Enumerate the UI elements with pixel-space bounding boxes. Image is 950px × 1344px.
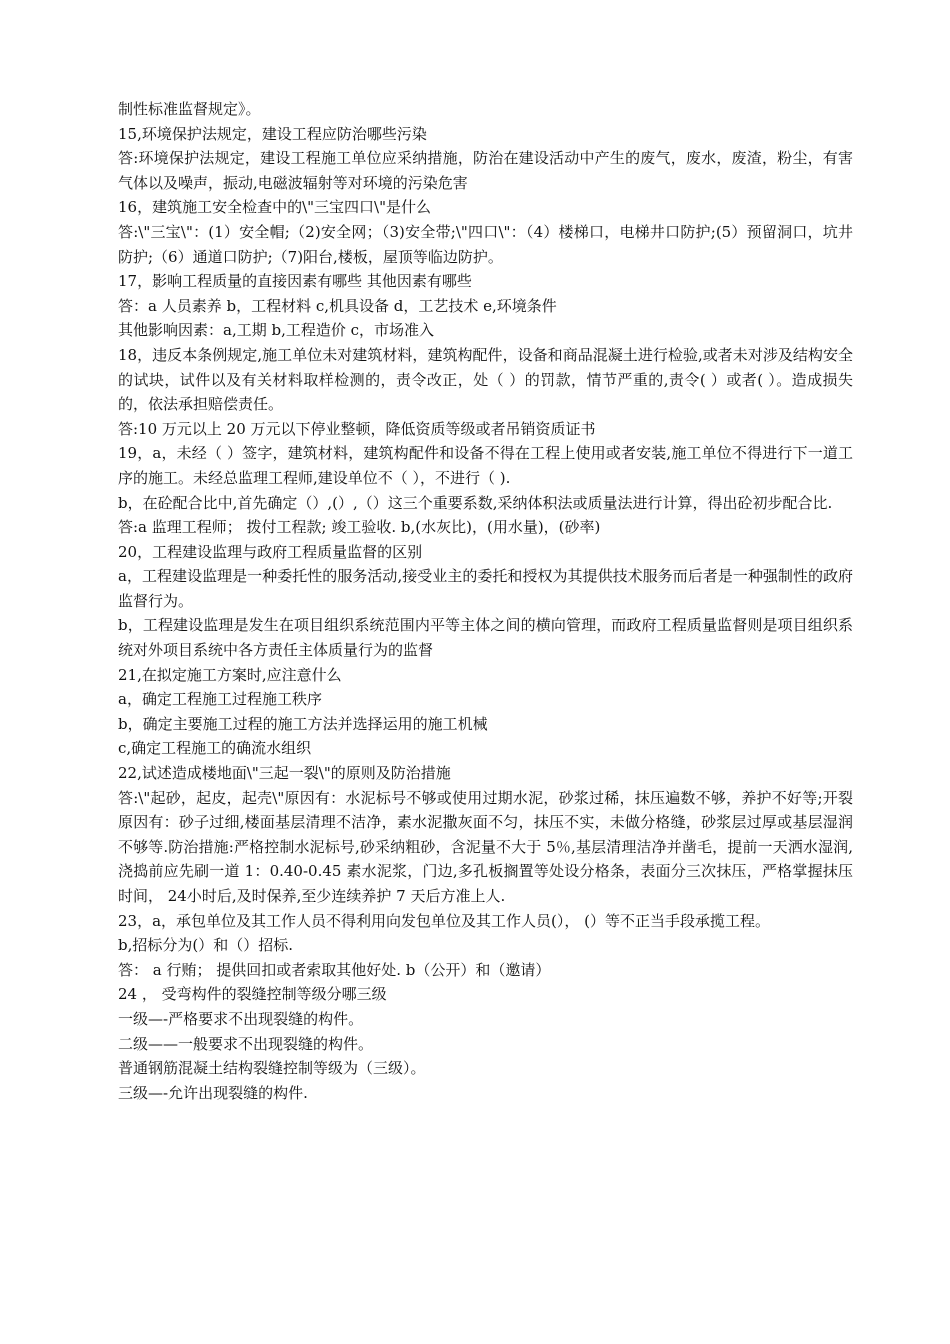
answer-21b: b，确定主要施工过程的施工方法并选择运用的施工机械	[118, 714, 488, 733]
question-20-heading: 20，工程建设监理与政府工程质量监督的区别	[118, 542, 423, 561]
question-19a: 19，a，未经（ ）签字，建筑材料，建筑构配件和设备不得在工程上使用或者安装,施工单位不得进行下一道工序的施工。未经总监理工程师,建设单位不（ ），不进行（ ).	[118, 444, 853, 487]
answer-22: 答:\"起砂，起皮，起壳\"原因有：水泥标号不够或使用过期水泥，砂浆过稀，抹压遍数不够，养护不好等;开裂原因有：砂子过细,楼面基层清理不洁净，素水泥撒灰面不匀，抹压不实，未做分格缝，砂浆层过厚或基层湿润不够等.防治措施:严格控制水泥标号,砂采纳粗砂，含泥量不大于 5％,基层清理洁净并凿毛，提前一天洒水湿润,浇捣前应先刷一道 1：0.40-0.45 素水泥浆，门边,多孔板搁置等处设分格条，表面分三次抹压，严格掌握抹压时间， 24小时后,及时保养,至少连续养护 7 天后方准上人.	[118, 788, 853, 905]
answer-23: 答： a 行贿； 提供回扣或者索取其他好处. b（公开）和（邀请）	[118, 960, 551, 979]
question-24-heading: 24 ， 受弯构件的裂缝控制等级分哪三级	[118, 985, 387, 1004]
answer-20b: b，工程建设监理是发生在项目组织系统范围内平等主体之间的横向管理，而政府工程质量监督则是项目组织系统对外项目系统中各方责任主体质量行为的监督	[118, 616, 853, 660]
question-22-heading: 22,试述造成楼地面\"三起一裂\"的原则及防治措施	[118, 764, 451, 783]
answer-24-level-2: 二级——一般要求不出现裂缝的构件。	[118, 1034, 374, 1053]
answer-21a: a，确定工程施工过程施工秩序	[118, 690, 322, 709]
question-23a: 23，a，承包单位及其工作人员不得利用向发包单位及其工作人员(）， (）等不正当手段承揽工程。	[118, 911, 771, 930]
question-15-heading: 15,环境保护法规定，建设工程应防治哪些污染	[118, 124, 427, 143]
answer-21c: c,确定工程施工的确流水组织	[118, 739, 312, 758]
text-line: 制性标准监督规定》。	[118, 100, 261, 118]
answer-15: 答:环境保护法规定，建设工程施工单位应采纳措施，防治在建设活动中产生的废气，废水，废渣，粉尘，有害气体以及噪声，振动,电磁波辐射等对环境的污染危害	[118, 149, 853, 192]
answer-19: 答:a 监理工程师； 拨付工程款; 竣工验收. b,(水灰比)，(用水量)，(砂率)	[118, 518, 601, 537]
question-23b: b,招标分为(）和（）招标.	[118, 936, 293, 955]
question-16-heading: 16，建筑施工安全检查中的\"三宝四口\"是什么	[118, 198, 431, 217]
question-18-heading: 18，违反本条例规定,施工单位未对建筑材料，建筑构配件，设备和商品混凝土进行检验,或者未对涉及结构安全的试块，试件以及有关材料取样检测的，责令改正，处（ ）的罚款，情节严重的,责令( ）或者( ）。造成损失的，依法承担赔偿责任。	[118, 345, 853, 414]
answer-17-other: 其他影响因素：a,工期 b,工程造价 c，市场准入	[118, 321, 435, 340]
question-21-heading: 21,在拟定施工方案时,应注意什么	[118, 665, 342, 684]
answer-24-level-3: 三级—-允许出现裂缝的构件.	[118, 1083, 308, 1102]
answer-18: 答:10 万元以上 20 万元以下停业整顿，降低资质等级或者吊销资质证书	[118, 419, 596, 438]
answer-17: 答：a 人员素养 b，工程材料 c,机具设备 d，工艺技术 e,环境条件	[118, 296, 557, 315]
question-17-heading: 17，影响工程质量的直接因素有哪些 其他因素有哪些	[118, 272, 472, 291]
answer-20a: a，工程建设监理是一种委托性的服务活动,接受业主的委托和授权为其提供技术服务而后者是一种强制性的政府监督行为。	[118, 567, 853, 610]
answer-16: 答:\"三宝\"：(1）安全帽;（2)安全网；（3)安全带;\"四口\"：（4）楼梯口，电梯井口防护;(5）预留洞口，坑井防护;（6）通道口防护;（7)阳台,楼板，屋顶等临边防护。	[118, 222, 853, 266]
question-19b: b，在砼配合比中,首先确定（）,(）,（）这三个重要系数,采纳体积法或质量法进行计算，得出砼初步配合比.	[118, 493, 833, 512]
answer-24-note: 普通钢筋混凝土结构裂缝控制等级为（三级）。	[118, 1059, 426, 1078]
document-body	[118, 97, 853, 1105]
answer-24-level-1: 一级—-严格要求不出现裂缝的构件。	[118, 1009, 364, 1028]
